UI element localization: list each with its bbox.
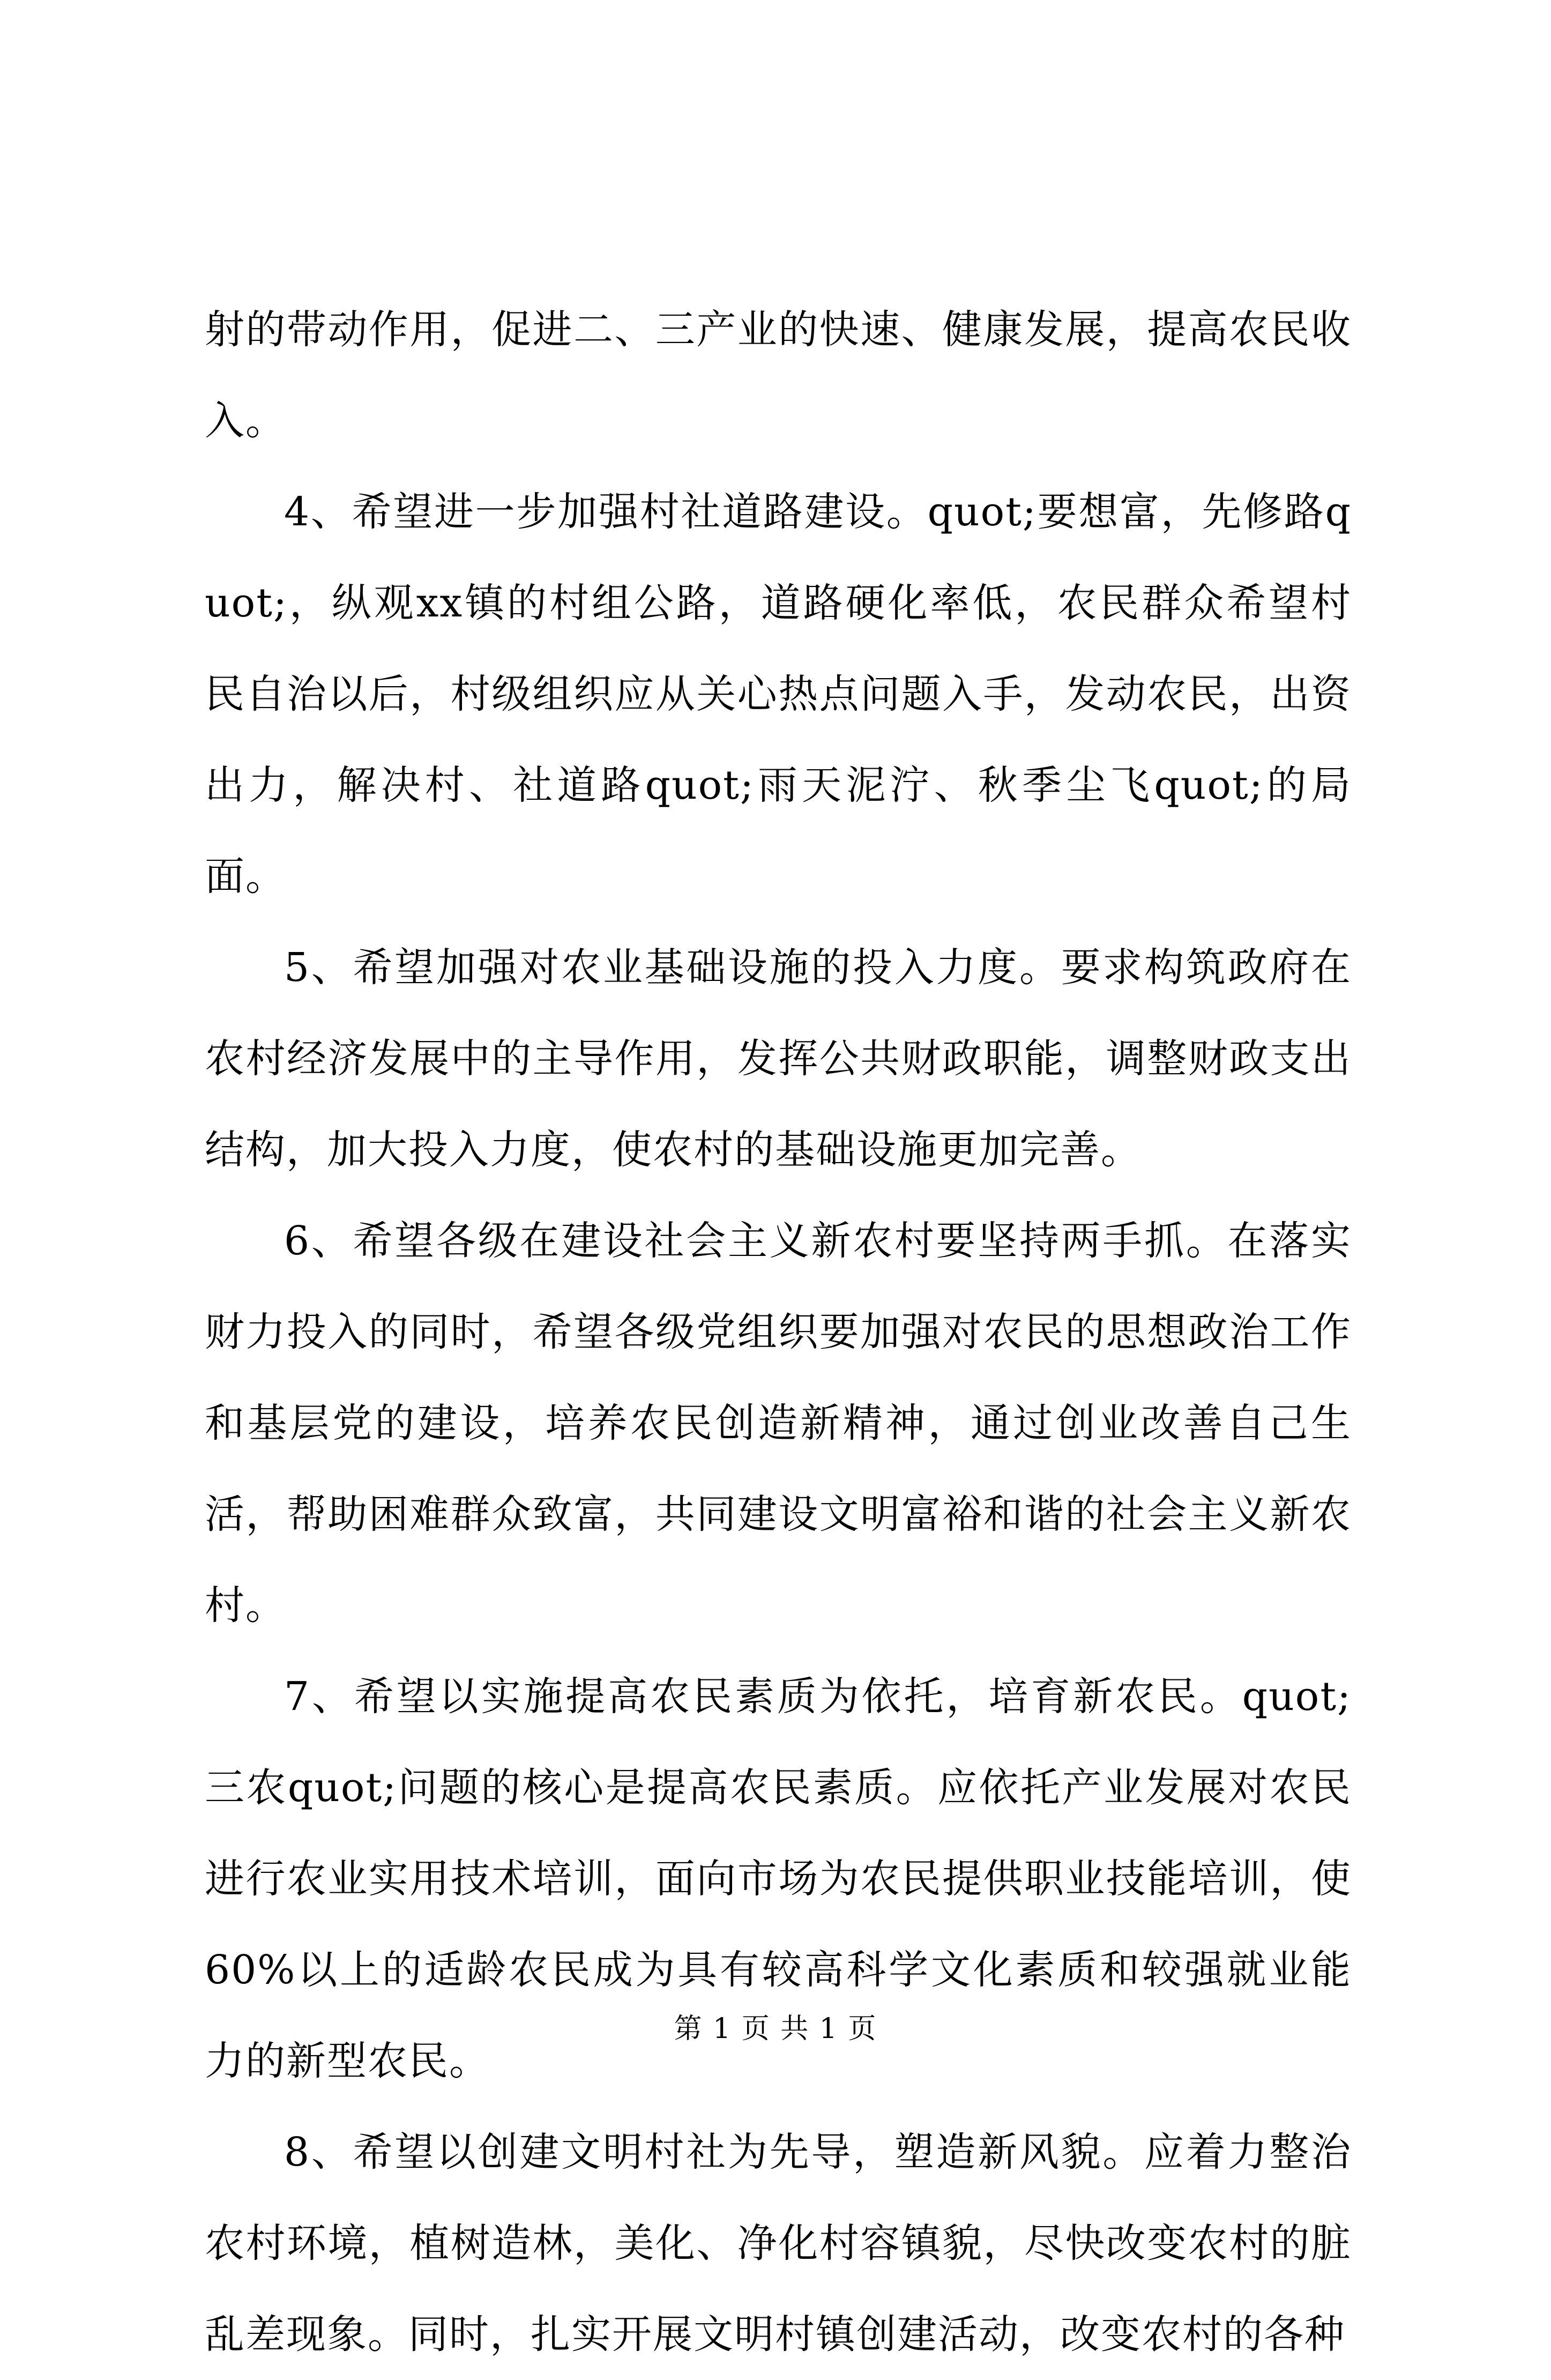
paragraph-item-6: 6、希望各级在建设社会主义新农村要坚持两手抓。在落实财力投入的同时，希望各级党组织要加强对农民的思想政治工作和基层党的建设，培养农民创造新精神，通过创业改善自己生活，帮助困难群众致富，共同建设文明富裕和谐的社会主义新农村。 [205, 1218, 1352, 1628]
paragraph-item-8: 8、希望以创建文明村社为先导，塑造新风貌。应着力整治农村环境，植树造林，美化、净化村容镇貌，尽快改变农村的脏乱差现象。同时，扎实开展文明村镇创建活动，改变农村的各种 [205, 2129, 1352, 2357]
document-body [205, 284, 1352, 2380]
paragraph-item-4: 4、希望进一步加强村社道路建设。quot;要想富，先修路quot;，纵观xx镇的村组公路，道路硬化率低，农民群众希望村民自治以后，村级组织应从关心热点问题入手，发动农民，出资出力，解决村、社道路quot;雨天泥泞、秋季尘飞quot;的局面。 [205, 489, 1352, 899]
paragraph-item-5: 5、希望加强对农业基础设施的投入力度。要求构筑政府在农村经济发展中的主导作用，发挥公共财政职能，调整财政支出结构，加大投入力度，使农村的基础设施更加完善。 [205, 944, 1352, 1173]
paragraph-continuation: 射的带动作用，促进二、三产业的快速、健康发展，提高农民收入。 [205, 307, 1352, 444]
page-footer: 第 1 页 共 1 页 [674, 2013, 877, 2045]
paragraph-item-7: 7、希望以实施提高农民素质为依托，培育新农民。quot;三农quot;问题的核心是提高农民素质。应依托产业发展对农民进行农业实用技术培训，面向市场为农民提供职业技能培训，使60%以上的适龄农民成为具有较高科学文化素质和较强就业能力的新型农民。 [205, 1674, 1352, 2084]
